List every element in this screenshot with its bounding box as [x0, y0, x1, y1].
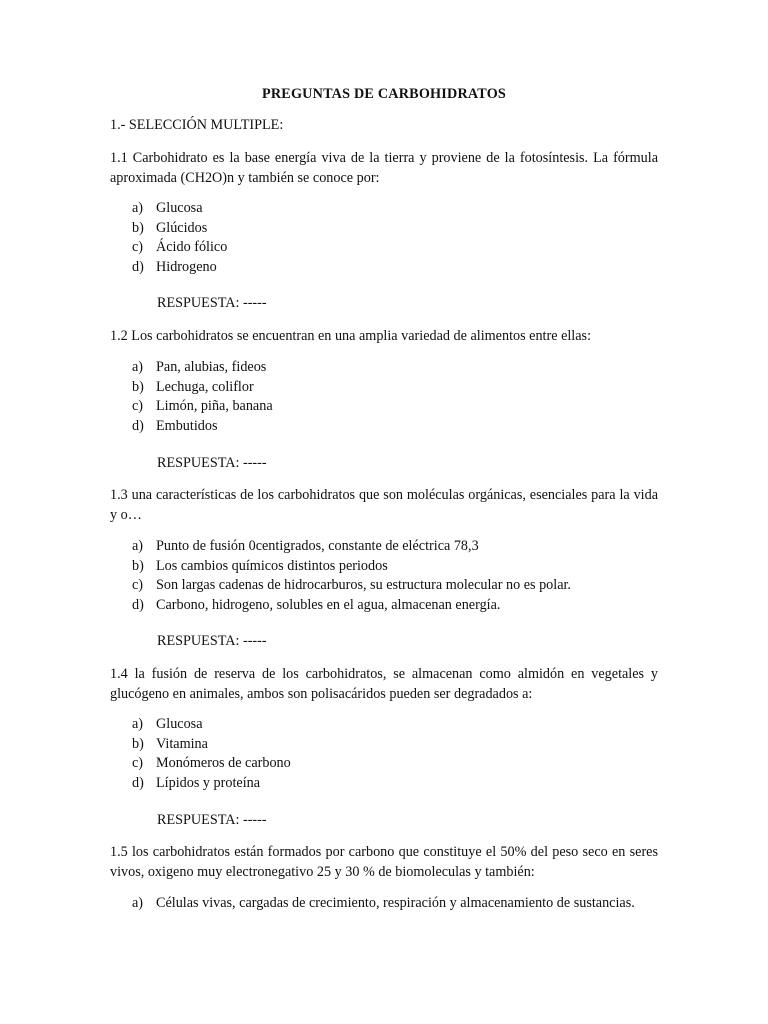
option-text: Embutidos [156, 417, 218, 434]
option-text: Glucosa [156, 716, 203, 732]
option-text: Los cambios químicos distintos periodos [156, 557, 388, 574]
option-item [110, 219, 658, 239]
option-item [110, 894, 658, 914]
option-letter: d) [132, 417, 144, 434]
option-item [110, 397, 658, 417]
option-letter: b) [132, 219, 144, 236]
option-text: Pan, alubias, fideos [156, 359, 267, 375]
section-heading: 1.- SELECCIÓN MULTIPLE: [110, 117, 284, 133]
answer-1-2: RESPUESTA: ----- [157, 455, 267, 471]
question-1-4-options [110, 715, 658, 793]
question-1-5-text: 1.5 los carbohidratos están formados por carbono que constituye el 50% del peso seco en seres vivos, oxigeno muy electronegativo 25 y 30 % de biomoleculas y también: [110, 844, 658, 880]
answer-1-4: RESPUESTA: ----- [157, 812, 267, 828]
option-item [110, 557, 658, 577]
option-letter: b) [132, 557, 144, 574]
question-1-2-options [110, 358, 658, 436]
option-text: Vitamina [156, 735, 208, 752]
answer-1-1: RESPUESTA: ----- [157, 295, 267, 311]
option-letter: b) [132, 735, 144, 752]
option-text: Lípidos y proteína [156, 774, 261, 791]
option-letter: d) [132, 258, 144, 275]
option-text: Monómeros de carbono [156, 755, 291, 771]
option-text: Ácido fólico [156, 239, 228, 255]
option-item [110, 258, 658, 278]
question-1-1-text: 1.1 Carbohidrato es la base energía viva de la tierra y proviene de la fotosíntesis. La fórmula aproximada (CH2O)n y también se conoce por: [110, 150, 658, 186]
option-text: Glúcidos [156, 219, 208, 236]
option-letter: a) [132, 716, 144, 732]
option-text: Son largas cadenas de hidrocarburos, su estructura molecular no es polar. [156, 577, 571, 593]
answer-1-3: RESPUESTA: ----- [157, 633, 267, 649]
option-text: Limón, piña, banana [156, 398, 273, 414]
option-letter: c) [132, 577, 144, 593]
option-letter: a) [132, 538, 144, 554]
option-item [110, 576, 658, 596]
option-letter: c) [132, 239, 144, 255]
option-letter: c) [132, 755, 144, 771]
option-item [110, 199, 658, 219]
option-item [110, 774, 658, 794]
option-item [110, 715, 658, 735]
option-item [110, 754, 658, 774]
option-text: Carbono, hidrogeno, solubles en el agua, almacenan energía. [156, 596, 501, 613]
option-text: Glucosa [156, 200, 203, 216]
option-letter: a) [132, 200, 144, 216]
option-text: Lechuga, coliflor [156, 378, 254, 395]
option-letter: b) [132, 378, 144, 395]
question-1-4-text: 1.4 la fusión de reserva de los carbohidratos, se almacenan como almidón en vegetales y glucógeno en animales, ambos son polisacáridos pueden ser degradados a: [110, 666, 658, 702]
question-1-5-options [110, 894, 658, 914]
option-text: Punto de fusión 0centigrados, constante de eléctrica 78,3 [156, 538, 479, 554]
option-letter: a) [132, 895, 144, 911]
option-text: Hidrogeno [156, 258, 217, 275]
option-text: Células vivas, cargadas de crecimiento, respiración y almacenamiento de sustancias. [156, 895, 635, 911]
option-item [110, 735, 658, 755]
option-item [110, 596, 658, 616]
option-letter: c) [132, 398, 144, 414]
question-1-1-options [110, 199, 658, 277]
option-item [110, 537, 658, 557]
option-letter: a) [132, 359, 144, 375]
option-letter: d) [132, 774, 144, 791]
question-1-2-text: 1.2 Los carbohidratos se encuentran en una amplia variedad de alimentos entre ellas: [110, 328, 592, 344]
option-item [110, 417, 658, 437]
document-title: PREGUNTAS DE CARBOHIDRATOS [261, 86, 507, 102]
option-item [110, 358, 658, 378]
question-1-3-options [110, 537, 658, 615]
option-item [110, 378, 658, 398]
option-letter: d) [132, 596, 144, 613]
option-item [110, 238, 658, 258]
question-1-3-text: 1.3 una características de los carbohidratos que son moléculas orgánicas, esenciales para la vida y o… [110, 487, 658, 523]
